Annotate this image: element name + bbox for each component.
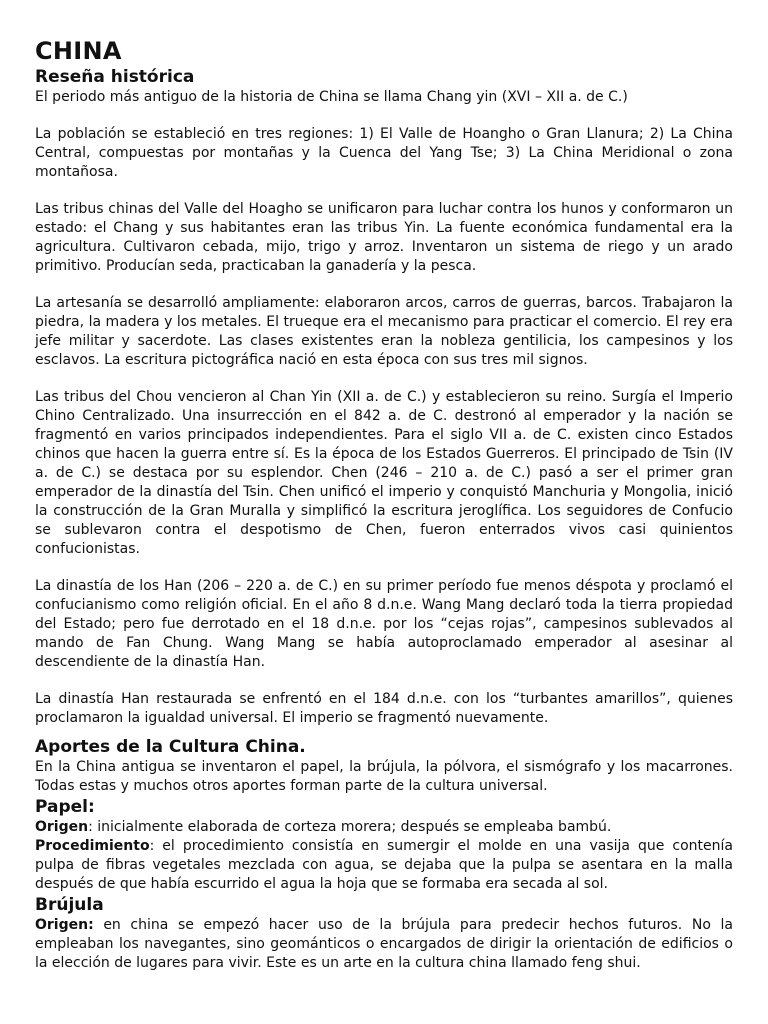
section-heading-resena: Reseña histórica	[35, 67, 195, 87]
brujula-origen-label: Origen:	[35, 917, 94, 933]
paragraph-5: Las tribus del Chou vencieron al Chan Yin (XII a. de C.) y establecieron su reino. Surgía el Imperio Chino Centralizado. Una insurrección en el 842 a. de C. destronó al emperador y la nación se fragmentó en varios principados independientes. Para el siglo VII a. de C. existen cinco Estados chinos que hacen la guerra entre sí. Es la época de los Estados Guerreros. El principado de Tsin (IV a. de C.) se destaca por su esplendor. Chen (246 – 210 a. de C.) pasó a ser el primer gran emperador de la dinastía del Tsin. Chen unificó el imperio y conquistó Manchuria y Mongolia, inició la construcción de la Gran Muralla y simplificó la escritura jeroglífica. Los seguidores de Confucio se sublevaron contra el despotismo de Chen, fueron enterrados vivos casi quinientos confucionistas.	[35, 389, 733, 557]
document-title: CHINA	[35, 37, 122, 65]
brujula-origen-text: en china se empezó hacer uso de la brújula para predecir hechos futuros. No la empleaban los navegantes, sino geománticos o encargados de dirigir la orientación de edificios o la elección de lugares para vivir. Este es un arte en la cultura china llamado feng shui.	[35, 917, 733, 971]
document-page	[35, 36, 733, 973]
papel-procedimiento	[35, 837, 733, 894]
subheading-papel: Papel:	[35, 797, 95, 817]
section-heading-aportes: Aportes de la Cultura China.	[35, 737, 306, 757]
paragraph-3: Las tribus chinas del Valle del Hoagho se unificaron para luchar contra los hunos y conformaron un estado: el Chang y sus habitantes eran las tribus Yin. La fuente económica fundamental era la agricultura. Cultivaron cebada, mijo, trigo y arroz. Inventaron un sistema de riego y un arado primitivo. Producían seda, practicaban la ganadería y la pesca.	[35, 201, 733, 274]
paragraph-6: La dinastía de los Han (206 – 220 a. de C.) en su primer período fue menos déspota y proclamó el confucianismo como religión oficial. En el año 8 d.n.e. Wang Mang declaró toda la tierra propiedad del Estado; pero fue derrotado en el 18 d.n.e. por los “cejas rojas”, campesinos sublevados al mando de Fan Chung. Wang Mang se había autoproclamado emperador al asesinar al descendiente de la dinastía Han.	[35, 578, 733, 670]
paragraph-2: La población se estableció en tres regiones: 1) El Valle de Hoangho o Gran Llanura; 2) La China Central, compuestas por montañas y la Cuenca del Yang Tse; 3) La China Meridional o zona montañosa.	[35, 126, 733, 180]
papel-origen	[35, 818, 733, 837]
paragraph-7: La dinastía Han restaurada se enfrentó en el 184 d.n.e. con los “turbantes amarillos”, quienes proclamaron la igualdad universal. El imperio se fragmentó nuevamente.	[35, 691, 733, 726]
papel-proc-text: : el procedimiento consistía en sumergir el molde en una vasija que contenía pulpa de fibras vegetales mezclada con agua, se dejaba que la pulpa se asentara en la malla después de que había escurrido el agua la hoja que se formaba era secada al sol.	[35, 838, 733, 892]
papel-proc-label: Procedimiento	[35, 838, 150, 854]
papel-origen-text: : inicialmente elaborada de corteza morera; después se empleaba bambú.	[88, 819, 612, 835]
paragraph-4: La artesanía se desarrolló ampliamente: elaboraron arcos, carros de guerras, barcos. Trabajaron la piedra, la madera y los metales. El trueque era el mecanismo para practicar el comercio. El rey era jefe militar y sacerdote. Las clases existentes eran la nobleza gentilicia, los campesinos y los esclavos. La escritura pictográfica nació en esta época con sus tres mil signos.	[35, 295, 733, 368]
aportes-intro: En la China antigua se inventaron el papel, la brújula, la pólvora, el sismógrafo y los macarrones. Todas estas y muchos otros aportes forman parte de la cultura universal.	[35, 759, 733, 794]
brujula-origen	[35, 916, 733, 973]
paragraph-1: El periodo más antiguo de la historia de China se llama Chang yin (XVI – XII a. de C.)	[35, 89, 628, 105]
subheading-brujula: Brújula	[35, 895, 104, 915]
papel-origen-label: Origen	[35, 819, 89, 835]
